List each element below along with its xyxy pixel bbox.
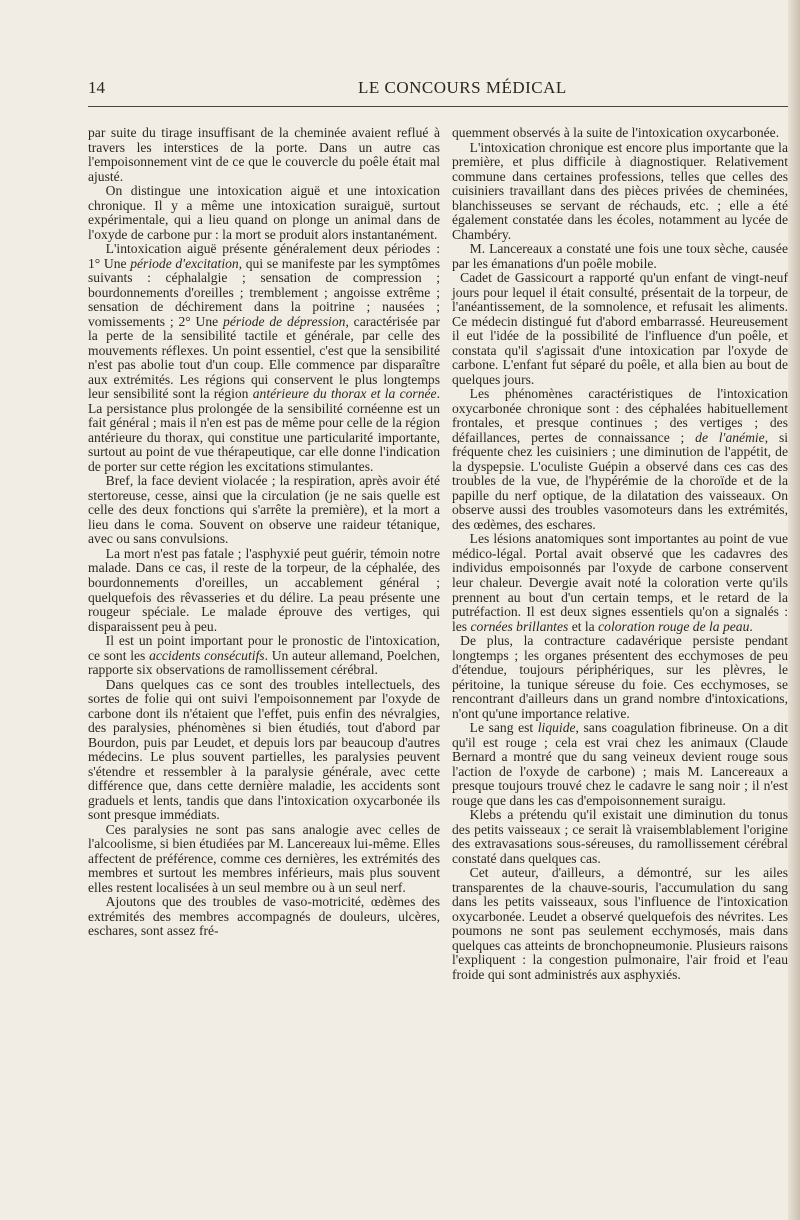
- paragraph: Cadet de Gassicourt a rapporté qu'un enfant de vingt-neuf jours pour lequel il était consulté, présentait de la torpeur, de l'anéantissement, de la somnolence, et refusait les aliments. Ce médecin distingué fut d'abord embarrassé. Heureusement il eut l'idée de la possibilité de l'influence d'un poêle, et constata qu'il s'agissait d'une intoxication par l'oxyde de carbone. L'enfant fut séparé du poêle, et alla bien au bout de quelques jours.: [452, 270, 788, 387]
- italic-term: période de dépression: [223, 313, 346, 329]
- text-run: Les lésions anatomiques sont importantes au point de vue médico-légal. Portal avait observé que les cadavres des individus empoisonnés par l'oxyde de carbone conservent leur chaleur. Devergie avait noté la coloration verte qu'ils prennent au bout d'un certain temps, et le retard de la putréfaction. Il est deux signes essentiels qu'on a signalés : les: [452, 531, 788, 634]
- text-run: Le sang est: [469, 720, 538, 736]
- right-column: [452, 126, 788, 982]
- journal-title: LE CONCOURS MÉDICAL: [358, 78, 567, 97]
- paragraph: L'intoxication chronique est encore plus importante que la première, et plus difficile à diagnostiquer. Relativement commune dans certaines professions, telles que celles des cuisiniers travaillant dans des pièces privées de cheminées, blanchisseuses se servant de réchauds, etc. ; elle a été également constatée dans les écoles, notamment au lycée de Chambéry.: [452, 139, 788, 242]
- text-run: . Un auteur allemand, Poelchen, rapporte six observations de ramollissement cérébral.: [88, 647, 440, 678]
- page-header: [88, 78, 788, 104]
- paragraph: Ces paralysies ne sont pas sans analogie avec celles de l'alcoolisme, si bien étudiées par M. Lancereaux lui-même. Elles affectent de préférence, comme ces dernières, les extrémités des membres et surtout les membres inférieurs, mais plus souvent elles restent localisées à un seul membre ou à un seul nerf.: [88, 821, 440, 895]
- text-run: , si fréquente chez les cuisiniers ; une diminution de l'appétit, de la dyspepsie. L'oculiste Guépin a observé dans ces cas des troubles de la vue, de l'hypérémie de la choroïde et de la papille du nerf optique, de la dilatation des vaisseaux. On observe aussi des troubles vasomoteurs dans les extrémités, des œdèmes, des eschares.: [452, 429, 789, 532]
- italic-term: coloration rouge de la peau: [598, 618, 750, 634]
- italic-term: antérieure du thorax et la cornée: [252, 386, 437, 402]
- paragraph: [452, 387, 788, 532]
- header-rule: [88, 106, 788, 107]
- italic-term: de l'anémie: [695, 429, 765, 445]
- paragraph: De plus, la contracture cadavérique persiste pendant longtemps ; les organes présentent des ecchymoses de peu d'étendue, toujours périphériques, sur les plèvres, le péritoine, la tunique séreuse du foie. Ces ecchymoses, se rencontrant d'ailleurs dans un grand nombre d'intoxications, n'ont qu'une importance relative.: [452, 633, 788, 721]
- italic-term: période d'excitation: [130, 255, 239, 271]
- paragraph: On distingue une intoxication aiguë et une intoxication chronique. Il y a même une intoxication suraiguë, surtout expérimentale, qui a lieu quand on plonge un animal dans de l'oxyde de carbone pur : la mort se produit alors instantanément.: [88, 183, 440, 242]
- paragraph: La mort n'est pas fatale ; l'asphyxié peut guérir, témoin notre malade. Dans ce cas, il reste de la torpeur, de la céphalée, des bourdonnements d'oreilles, un accablement général ; quelquefois des rêvasseries et du délire. La peau présente une rougeur spéciale. Le malade éprouve des vertiges, qui disparaissent peu à peu.: [88, 545, 440, 634]
- text-run: , qui se manifeste par les symptômes suivants : céphalalgie ; sensation de compression ; bourdonnements d'oreilles ; tremblement ; angoisse extrême ; sensation de déchirement dans la poitrine ; nausées ; vomissements ; 2° Une: [88, 255, 440, 329]
- italic-term: accidents consécutifs: [149, 647, 265, 663]
- text-run: . La persistance plus prolongée de la sensibilité cornéenne est un fait général ; mais il n'en est pas de même pour celle de la région antérieure du thorax, qui constitue une particularité importante, surtout au point de vue thérapeutique, car elle donne l'indication de porter sur cette région les excitations stimulantes.: [88, 386, 440, 474]
- text-run: Les phénomènes caractéristiques de l'intoxication oxycarbonée chronique sont : des céphalées habituellement frontales, et presque continues ; des vertiges ; des défaillances, pertes de connaissance ;: [452, 386, 788, 445]
- text-run: , caractérisée par la perte de la sensibilité tactile et générale, par celle des mouvements réflexes. Un point essentiel, c'est que la sensibilité n'est pas abolie tout d'un coup. Elle commence par disparaître aux extrémités. Les régions qui conservent le plus longtemps leur sensibilité sont la région: [88, 313, 440, 402]
- paragraph: [452, 721, 788, 808]
- paragraph: Cet auteur, d'ailleurs, a démontré, sur les ailes transparentes de la chauve-souris, l'accumulation du sang dans les petits vaisseaux, sous l'influence de l'intoxication oxycarbonée. Leudet a observé quelquefois des névrites. Les poumons ne sont pas seulement ecchymosés, mais dans quelques cas atteints de bronchopneumonie. Plusieurs raisons l'expliquent : la congestion pulmonaire, l'air froid et l'eau froide qui sont administrés aux asphyxiés.: [452, 865, 788, 982]
- page-edge-shadow: [788, 0, 800, 1220]
- paragraph: [452, 532, 788, 634]
- italic-term: cornées brillantes: [470, 618, 569, 634]
- paragraph: par suite du tirage insuffisant de la cheminée avaient reflué à travers les interstices de la porte. Dans un autre cas l'empoisonnement vint de ce que le couvercle du poêle était mal ajusté.: [88, 125, 440, 184]
- text-run: L'intoxication aiguë présente généralement deux périodes : 1° Une: [88, 241, 440, 271]
- italic-term: liquide: [537, 720, 576, 736]
- paragraph: Bref, la face devient violacée ; la respiration, après avoir été stertoreuse, cesse, ainsi que la circulation (je ne sais quelle est celle des deux fonctions qui s'arrête la première), et la mort a lieu dans le coma. Souvent on observe une raideur tétanique, avec ou sans convulsions.: [88, 473, 440, 547]
- text-run: , sans coagulation fibrineuse. On a dit qu'il est rouge ; cela est vrai chez les animaux (Claude Bernard a montré que du sang veineux devient rouge sous l'action de l'oxyde de carbone) ; mais M. Lancereaux a presque toujours trouvé chez le cadavre le sang noir ; il n'est rouge que dans les cas d'empoisonnement suraigu.: [452, 720, 788, 808]
- left-column: [88, 126, 440, 939]
- page-number: 14: [88, 78, 105, 97]
- paragraph: [88, 242, 440, 474]
- text-run: et la: [568, 618, 599, 634]
- paragraph: M. Lancereaux a constaté une fois une toux sèche, causée par les émanations d'un poêle mobile.: [452, 241, 788, 271]
- paragraph: quemment observés à la suite de l'intoxication oxycarbonée.: [452, 125, 780, 140]
- text-run: Il est un point important pour le pronostic de l'intoxication, ce sont les: [88, 633, 440, 663]
- paragraph: Ajoutons que des troubles de vaso-motricité, œdèmes des extrémités des membres accompagnés de douleurs, ulcères, eschares, sont assez fré-: [88, 894, 440, 939]
- paragraph: Dans quelques cas ce sont des troubles intellectuels, des sortes de folie qui ont suivi l'empoisonnement par l'oxyde de carbone dont ils n'étaient que l'effet, puis enfin des névralgies, des paralysies, phénomènes si bien étudiés, tout d'abord par Bourdon, puis par Leudet, et depuis lors par beaucoup d'autres médecins. Le plus souvent partielles, les paralysies peuvent s'étendre et ressembler à la paralysie générale, avec cette différence que, dans cette dernière maladie, les accidents sont graduels et lents, tandis que dans l'intoxication oxycarbonée ils sont presque immédiats.: [88, 676, 440, 823]
- text-run: .: [749, 618, 753, 634]
- paragraph: [88, 634, 440, 678]
- paragraph: Klebs a prétendu qu'il existait une diminution du tonus des petits vaisseaux ; ce serait là vraisemblablement l'origine des extravasations sous-séreuses, du ramollissement cérébral constaté dans quelques cas.: [452, 807, 788, 866]
